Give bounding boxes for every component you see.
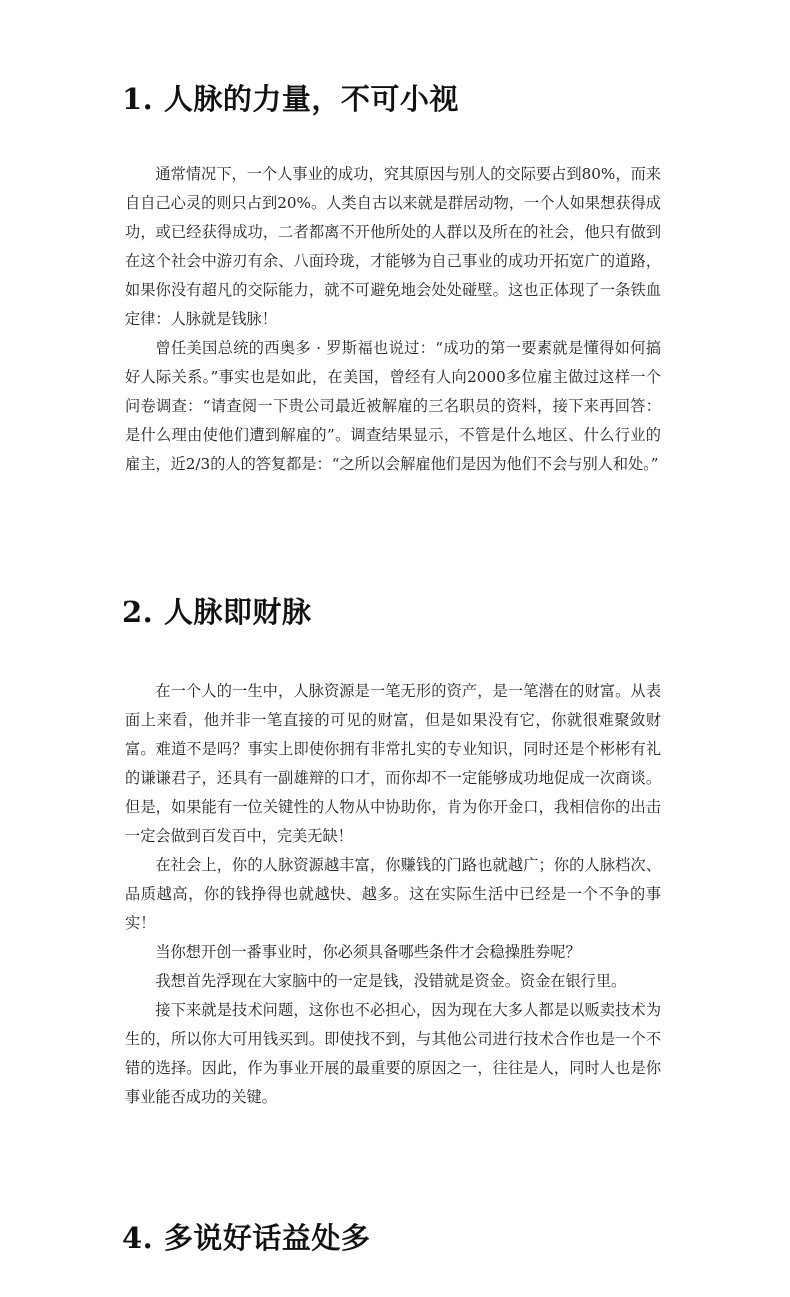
- paragraph: 通常情况下，一个人事业的成功，究其原因与别人的交际要占到80%，而来自自己心灵的则只占到20%。人类自古以来就是群居动物，一个人如果想获得成功，或已经获得成功，二者都离不开他所处的人群以及所在的社会，他只有做到在这个社会中游刃有余、八面玲珑，才能够为自己事业的成功开拓宽广的道路，如果你没有超凡的交际能力，就不可避免地会处处碰壁。这也正体现了一条铁血定律：人脉就是钱脉！: [125, 165, 661, 328]
- section-heading-1: 1. 人脉的力量，不可小视: [122, 82, 459, 116]
- section-heading-4: 4. 多说好话益处多: [122, 1221, 371, 1255]
- paragraph: 接下来就是技术问题，这你也不必担心，因为现在大多人都是以贩卖技术为生的，所以你大可用钱买到。即使找不到，与其他公司进行技术合作也是一个不错的选择。因此，作为事业开展的最重要的原因之一，往往是人，同时人也是你事业能否成功的关键。: [125, 1001, 661, 1106]
- paragraph: 我想首先浮现在大家脑中的一定是钱，没错就是资金。资金在银行里。: [155, 972, 627, 990]
- section-body-1: [125, 160, 661, 479]
- paragraph: 当你想开创一番事业时，你必须具备哪些条件才会稳操胜券呢？: [155, 943, 581, 961]
- paragraph: 在社会上，你的人脉资源越丰富，你赚钱的门路也就越广；你的人脉档次、品质越高，你的钱挣得也就越快、越多。这在实际生活中已经是一个不争的事实！: [125, 856, 661, 932]
- paragraph: 在一个人的一生中，人脉资源是一笔无形的资产，是一笔潜在的财富。从表面上来看，他并非一笔直接的可见的财富，但是如果没有它，你就很难聚敛财富。难道不是吗？事实上即使你拥有非常扎实的专业知识，同时还是个彬彬有礼的谦谦君子，还具有一副雄辩的口才，而你却不一定能够成功地促成一次商谈。但是，如果能有一位关键性的人物从中协助你，肯为你开金口，我相信你的出击一定会做到百发百中，完美无缺！: [125, 682, 661, 845]
- paragraph: 曾任美国总统的西奥多 · 罗斯福也说过：“成功的第一要素就是懂得如何搞好人际关系。”事实也是如此，在美国，曾经有人向2000多位雇主做过这样一个问卷调查：“请查阅一下贵公司最近被解雇的三名职员的资料，接下来再回答：是什么理由使他们遭到解雇的”。调查结果显示，不管是什么地区、什么行业的雇主，近2/3的人的答复都是：“之所以会解雇他们是因为他们不会与别人和处。”: [125, 339, 661, 473]
- section-body-2: [125, 677, 661, 1112]
- section-heading-2: 2. 人脉即财脉: [122, 595, 312, 629]
